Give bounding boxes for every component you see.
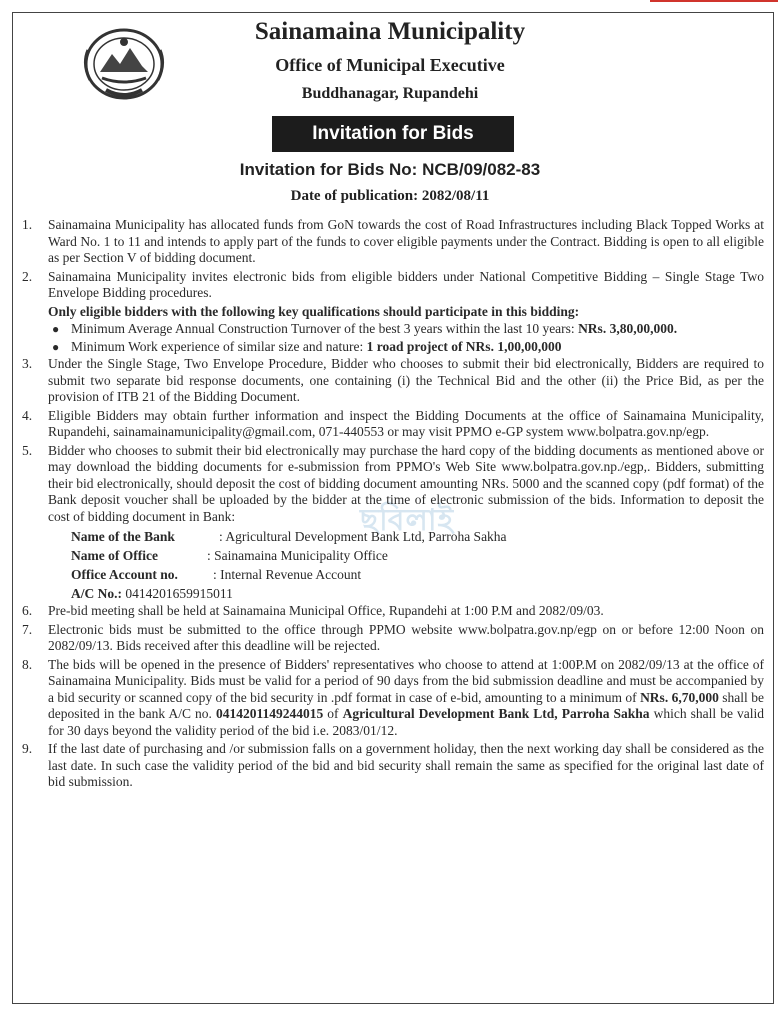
notice-body <box>22 217 764 793</box>
clause-number: 1. <box>22 217 33 232</box>
clause-number: 3. <box>22 356 33 371</box>
clause-number: 5. <box>22 442 33 458</box>
clause-4 <box>22 408 764 441</box>
bullet-text: Minimum Average Annual Construction Turnover of the best 3 years within the last 10 years: <box>71 321 579 336</box>
account-number-label: A/C No.: <box>71 586 122 601</box>
clause-number: 6. <box>22 603 33 618</box>
clause-number: 7. <box>22 621 33 637</box>
office-account-value: : Internal Revenue Account <box>213 567 362 582</box>
qualifications-heading: Only eligible bidders with the following key qualifications should participate in this bidding: <box>48 303 580 319</box>
office-name-row <box>71 546 764 565</box>
bullet-icon: ● <box>52 339 60 354</box>
qualification-turnover <box>22 321 764 338</box>
clause-text: The bids will be opened in the presence of Bidders' representatives who choose to attend at 1:00P.M on 2082/09/13 at the office of Sainamaina Municipality. Bids must be valid for a period of 90 days from the bid submission deadline and must be accompanied by a bid security or scanned copy of the bid security in .pdf format in case of e-bid, amounting to a minimum of <box>48 656 764 705</box>
clause-9 <box>22 741 764 791</box>
clause-2 <box>22 269 764 302</box>
clause-number: 8. <box>22 656 33 672</box>
publication-date: Date of publication: 2082/08/11 <box>290 188 490 204</box>
clause-text: Sainamaina Municipality has allocated funds from GoN towards the cost of Road Infrastructures including Black Topped Works at Ward No. 1 to 11 and intends to apply part of the funds to cover eligible payments under the Contract. Bidding is open to all eligible as per Section V of bidding document. <box>48 217 764 265</box>
clause-3 <box>22 356 764 406</box>
bullet-amount: 1 road project of NRs. 1,00,00,000 <box>366 338 562 354</box>
bullet-icon: ● <box>52 322 60 336</box>
bid-security-amount: NRs. 6,70,000 <box>640 689 719 705</box>
top-accent-line <box>650 0 778 2</box>
clause-text: which shall be valid for 30 days beyond the validity period of the bid i.e. 2083/01/12. <box>48 706 765 738</box>
bid-number: Invitation for Bids No: NCB/09/082-83 <box>239 160 541 179</box>
clause-text: Electronic bids must be submitted to the office through PPMO website www.bolpatra.gov.np/egp on or before 12:00 Noon on 2082/09/13. Bids received after this deadline will be rejected. <box>48 621 764 653</box>
clause-number: 4. <box>22 407 33 423</box>
clause-text: Pre-bid meeting shall be held at Sainamaina Municipal Office, Rupandehi at 1:00 P.M and 2082/09/03. <box>48 603 604 618</box>
clause-text: Bidder who chooses to submit their bid electronically may purchase the hard copy of the bidding documents as mentioned above or may download the bidding documents for e-submission from PPMO's Web Site www.bolpatra.gov.np./egp,. Bidders, submitting their bid electronically, should deposit the cost of bidding document amounting NRs. 5000 and the scanned copy (pdf format) of the Bank deposit voucher shall be uploaded by the bidder at the time of electronic submission of the bids. Information to deposit the cost of bidding document in Bank: <box>48 442 764 524</box>
bullet-amount: NRs. 3,80,00,000. <box>578 321 678 336</box>
account-number-value: 0414201659915011 <box>122 586 233 601</box>
qualification-experience <box>22 339 764 356</box>
office-account-row <box>71 565 764 584</box>
clause-1 <box>22 217 764 267</box>
clause-8 <box>22 657 764 740</box>
clause-text: of <box>323 706 343 721</box>
office-name-label: Name of Office <box>71 548 158 563</box>
bank-name-row <box>71 527 764 546</box>
bullet-text: Minimum Work experience of similar size and nature: <box>71 338 367 354</box>
office-name-value: : Sainamaina Municipality Office <box>207 548 388 563</box>
account-number-row <box>71 584 764 603</box>
clause-text: If the last date of purchasing and /or submission falls on a government holiday, then the next working day shall be considered as the last date. In such case the validity period of the bid and bid security shall remain the same as specified for the original last date of bid submission. <box>48 741 764 789</box>
bid-security-bank: Agricultural Development Bank Ltd, Parroha Sakha <box>342 706 650 721</box>
clause-7 <box>22 622 764 655</box>
clause-text: Eligible Bidders may obtain further information and inspect the Bidding Documents at the office of Sainamaina Municipality, Rupandehi, sainamainamunicipality@gmail.com, 071-440553 or may visit PPMO e-GP system www.bolpatra.gov.np/egp. <box>48 407 764 439</box>
bank-details <box>22 527 764 603</box>
office-subtitle: Office of Municipal Executive <box>275 55 505 75</box>
clause-5 <box>22 443 764 526</box>
watermark: ছবিলাই <box>360 503 455 538</box>
municipality-title: Sainamaina Municipality <box>254 18 526 45</box>
bank-name-value: : Agricultural Development Bank Ltd, Parroha Sakha <box>219 529 507 544</box>
bid-security-account: 0414201149244015 <box>215 706 324 721</box>
bank-name-label: Name of the Bank <box>71 529 175 544</box>
clause-text: Sainamaina Municipality invites electronic bids from eligible bidders under National Competitive Bidding – Single Stage Two Envelope Bidding procedures. <box>48 268 764 300</box>
clause-number: 2. <box>22 268 33 284</box>
clause-text: shall be deposited in the bank A/C no. <box>48 689 764 721</box>
invitation-banner: Invitation for Bids <box>272 116 514 152</box>
clause-text: Under the Single Stage, Two Envelope Procedure, Bidder who chooses to submit their bid electronically, Bidders are required to submit two separate bid response documents, one containing (i) the Technical Bid and the other (ii) the Price Bid, as per the provision of ITB 21 of the Bidding Document. <box>48 356 764 404</box>
address-line: Buddhanagar, Rupandehi <box>301 85 479 102</box>
clause-6 <box>22 603 764 620</box>
office-account-label: Office Account no. <box>71 567 178 582</box>
clause-number: 9. <box>22 741 33 756</box>
